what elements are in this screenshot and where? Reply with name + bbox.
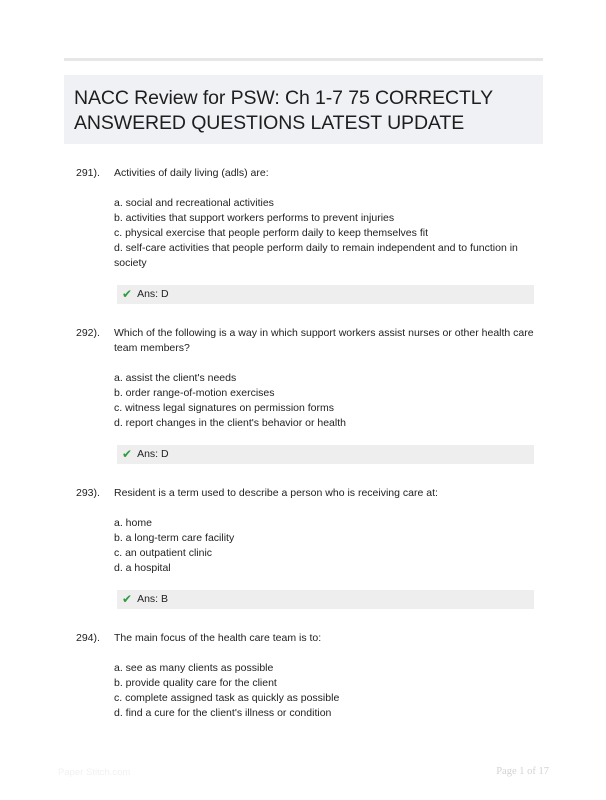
option-b: b. order range-of-motion exercises [114, 387, 275, 399]
option-b: b. provide quality care for the client [114, 677, 277, 689]
check-icon: ✔ [122, 287, 133, 301]
document-title: NACC Review for PSW: Ch 1-7 75 CORRECTLY ANSWERED QUESTIONS LATEST UPDATE [74, 87, 493, 134]
answer-box [117, 285, 534, 304]
option-a: a. assist the client's needs [114, 372, 237, 384]
option-d: d. self-care activities that people perform daily to remain independent and to function in society [114, 242, 518, 269]
answer-box [117, 445, 534, 464]
check-icon: ✔ [122, 592, 133, 606]
option-a: a. see as many clients as possible [114, 662, 274, 674]
option-d: d. find a cure for the client's illness or condition [114, 707, 332, 719]
question-number: 291). [76, 167, 100, 179]
question-list [0, 166, 606, 721]
option-c: c. complete assigned task as quickly as possible [114, 692, 340, 704]
option-c: c. physical exercise that people perform daily to keep themselves fit [114, 227, 428, 239]
watermark-text: Paper Stitch.com [58, 767, 131, 778]
option-c: c. witness legal signatures on permission forms [114, 402, 335, 414]
option-b: b. a long-term care facility [114, 532, 235, 544]
option-d: d. a hospital [114, 562, 171, 574]
question-text: Activities of daily living (adls) are: [114, 167, 269, 179]
option-a: a. social and recreational activities [114, 197, 274, 209]
question-body [114, 166, 534, 304]
option-c: c. an outpatient clinic [114, 547, 213, 559]
answer-text: Ans: D [137, 288, 169, 300]
top-divider [64, 58, 543, 61]
question-number: 292). [76, 327, 100, 339]
title-banner [64, 75, 543, 144]
question-291 [0, 166, 606, 304]
question-text: Which of the following is a way in which support workers assist nurses or other health care team members? [114, 327, 534, 354]
question-text: The main focus of the health care team is to: [114, 632, 322, 644]
question-body [114, 326, 534, 464]
answer-text: Ans: D [137, 448, 169, 460]
check-icon: ✔ [122, 447, 133, 461]
answer-box [117, 590, 534, 609]
option-list [114, 516, 534, 576]
question-body [114, 631, 534, 721]
option-list [114, 196, 534, 271]
option-b: b. activities that support workers performs to prevent injuries [114, 212, 395, 224]
page-number: Page 1 of 17 [496, 766, 549, 777]
question-number: 293). [76, 487, 100, 499]
option-d: d. report changes in the client's behavior or health [114, 417, 346, 429]
option-a: a. home [114, 517, 152, 529]
question-text: Resident is a term used to describe a person who is receiving care at: [114, 487, 438, 499]
question-292 [0, 326, 606, 464]
question-293 [0, 486, 606, 609]
answer-text: Ans: B [137, 593, 168, 605]
question-body [114, 486, 534, 609]
question-294 [0, 631, 606, 721]
option-list [114, 371, 534, 431]
question-number: 294). [76, 632, 100, 644]
option-list [114, 661, 534, 721]
